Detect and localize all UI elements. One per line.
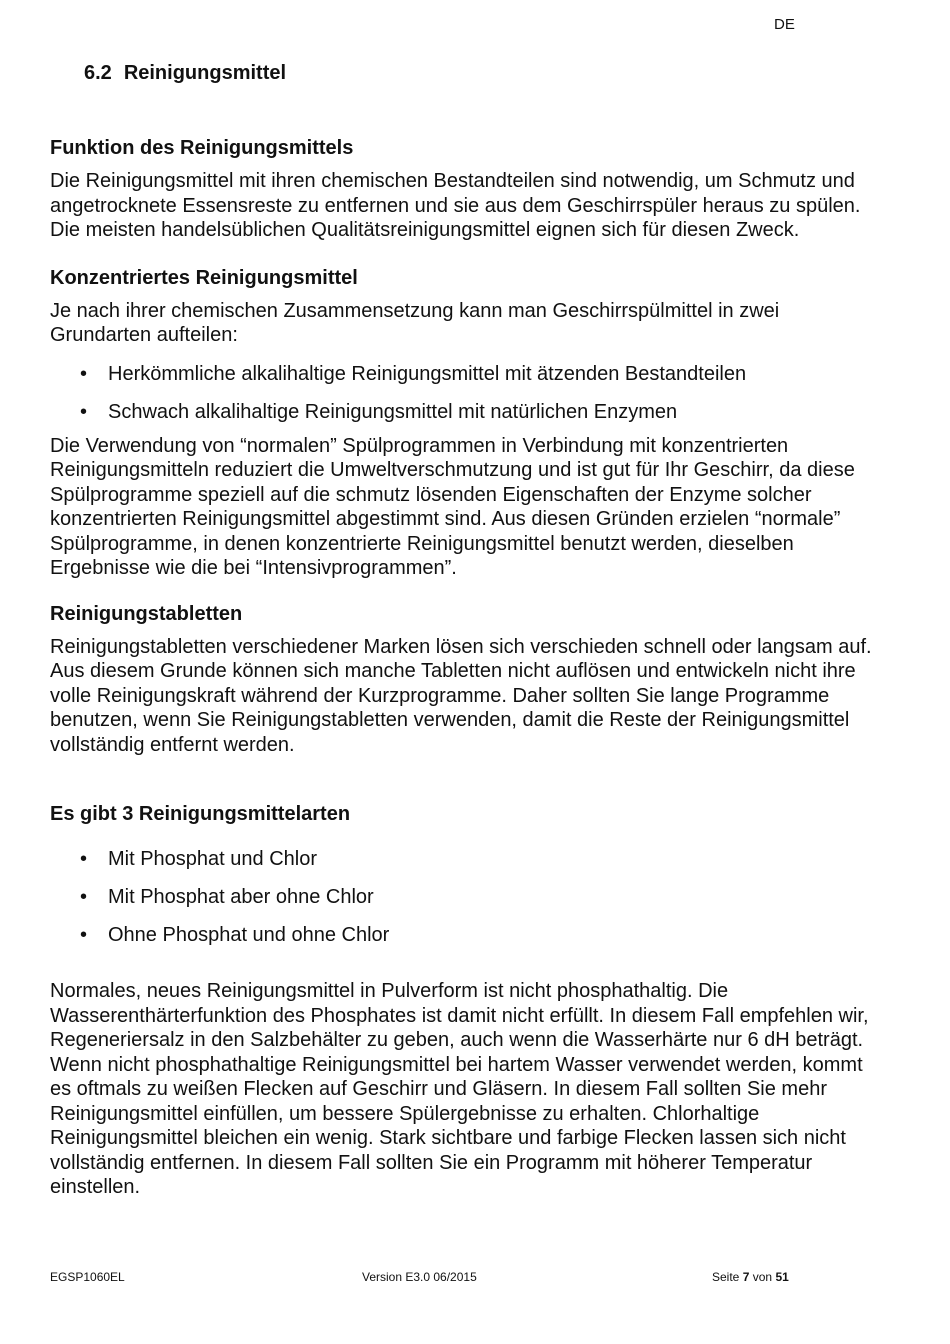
heading-arten: Es gibt 3 Reinigungsmittelarten — [50, 803, 351, 825]
section-number: 6.2 — [84, 62, 112, 84]
list-item: • Mit Phosphat aber ohne Chlor — [50, 885, 872, 909]
list-grundarten — [50, 362, 872, 424]
heading-tabletten: Reinigungstabletten — [50, 602, 243, 625]
paragraph-konzentriert: Die Verwendung von “normalen” Spülprogrammen in Verbindung mit konzentrierten Reinigungsmitteln reduziert die Umweltverschmutzung und ist gut für Ihr Geschirr, da diese Spülprogramme speziell auf die schmutz lösenden Eigenschaften der Enzyme solcher konzentrierten Reinigungsmittel abgestimmt sind. Aus diesen Gründen erzielen “normale” Spülprogramme, in denen konzentrierte Reinigungsmittel benutzt werden, dieselben Ergebnisse wie die bei “Intensivprogrammen”. — [50, 434, 855, 579]
page-current: 7 — [742, 1270, 750, 1284]
list-item: • Ohne Phosphat und ohne Chlor — [50, 923, 872, 947]
footer-page-number — [712, 1270, 789, 1284]
paragraph-arten: Normales, neues Reinigungsmittel in Pulverform ist nicht phosphathaltig. Die Wasserenthärterfunktion des Phosphates ist damit nicht erfüllt. In diesem Fall empfehlen wir, Regeneriersalz in den Salzbehälter zu geben, auch wenn die Wasserhärte nur 6 dH beträgt. Wenn nicht phosphathaltige Reinigungsmittel bei hartem Wasser verwendet werden, kommt es oftmals zu weißen Flecken auf Geschirr und Gläsern. In diesem Fall sollten Sie mehr Reinigungsmittel einfüllen, um bessere Spülergebnisse zu erhalten. Chlorhaltige Reinigungsmittel bleichen ein wenig. Stark sichtbare und farbige Flecken lassen sich nicht vollständig entfernen. In diesem Fall sollten Sie ein Programm mit höherer Temperatur einstellen. — [50, 980, 869, 1198]
paragraph-funktion: Die Reinigungsmittel mit ihren chemischen Bestandteilen sind notwendig, um Schmutz und angetrocknete Essensreste zu entfernen und sie aus dem Geschirrspüler heraus zu spülen. Die meisten handelsüblichen Qualitätsreinigungsmittel eignen sich für diesen Zweck. — [50, 170, 861, 241]
paragraph-konzentriert-intro: Je nach ihrer chemischen Zusammensetzung kann man Geschirrspülmittel in zwei Grundarten aufteilen: — [50, 299, 780, 346]
list-item: • Herkömmliche alkalihaltige Reinigungsmittel mit ätzenden Bestandteilen — [50, 362, 872, 386]
paragraph-tabletten: Reinigungstabletten verschiedener Marken lösen sich verschieden schnell oder langsam auf. Aus diesem Grunde können sich manche Tabletten nicht auflösen und entwickeln nicht ihre volle Reinigungskraft während der Kurzprogramme. Daher sollten Sie lange Programme benutzen, wenn Sie Reinigungstabletten verwenden, damit die Reste der Reinigungsmittel vollständig entfernt werden. — [50, 635, 872, 756]
list-item: • Mit Phosphat und Chlor — [50, 847, 872, 871]
list-arten — [50, 847, 872, 947]
footer-version: Version E3.0 06/2015 — [362, 1270, 477, 1284]
page-sep: von — [752, 1270, 773, 1284]
list-item: • Schwach alkalihaltige Reinigungsmittel mit natürlichen Enzymen — [50, 400, 872, 424]
language-label: DE — [774, 16, 795, 33]
section-title — [84, 62, 286, 85]
section-title-text: Reinigungsmittel — [123, 62, 287, 84]
page-total: 51 — [775, 1270, 789, 1284]
heading-funktion: Funktion des Reinigungsmittels — [50, 137, 354, 159]
page-prefix: Seite — [712, 1270, 740, 1284]
page-content — [50, 135, 872, 1200]
footer-model: EGSP1060EL — [50, 1270, 125, 1284]
heading-konzentriert: Konzentriertes Reinigungsmittel — [50, 266, 358, 289]
